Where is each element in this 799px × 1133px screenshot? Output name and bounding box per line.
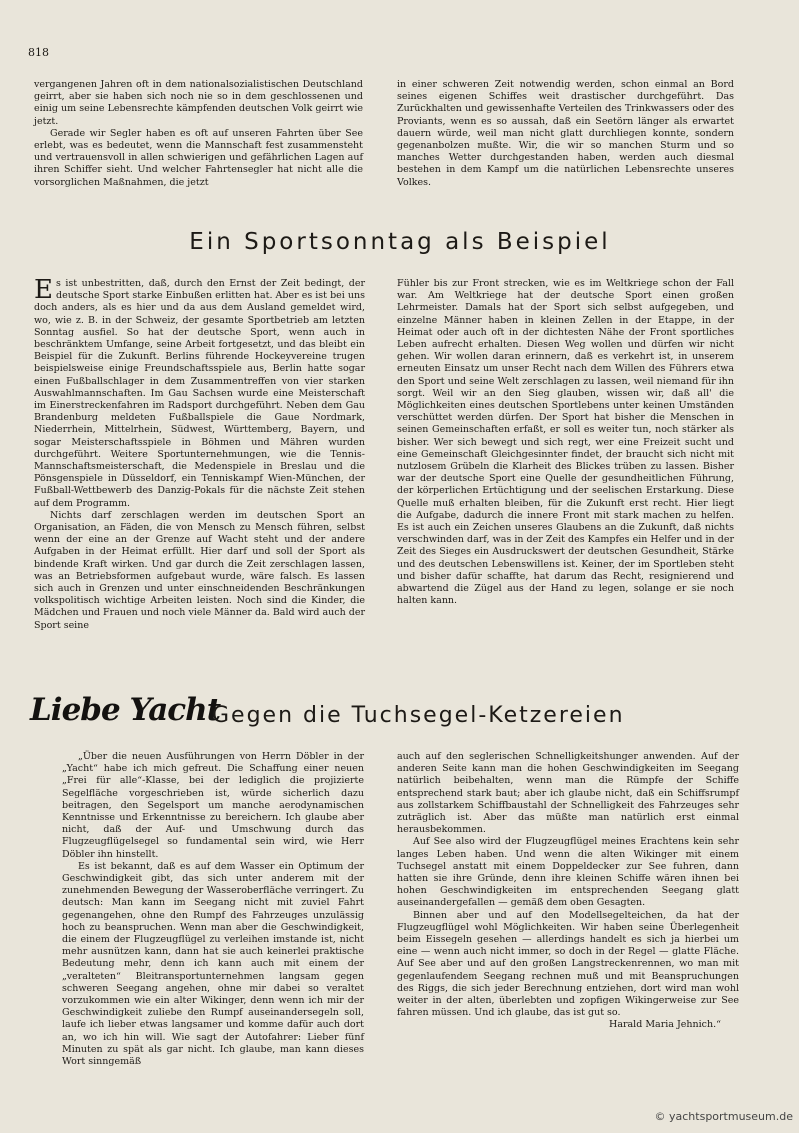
paragraph: Es ist bekannt, daß es auf dem Wasser ein Optimum der Geschwindigkeit gibt, das sich unter anderem mit der zunehmenden Bewegung der Wasseroberfläche verringert. Zu deutsch: Man kann im Seegang nicht mit zuviel Fahrt gegenangehen, ohne den Rumpf des Fahrzeuges unzulässig hoch zu beanspruchen. Wenn man aber die Geschwindigkeit, die einem der Flugzeugflügel zu verleihen imstande ist, nicht mehr ausnützen kann, dann hat sie auch keinerlei praktische Bedeutung mehr, denn ich kann auch mit einem der „veralteten“ Bleitransportunternehmen langsam gegen schweren Seegang angehen, ohne mir dabei so veraltet vorzukommen wie ein alter Wikinger, denn wenn ich mir der Geschwindigkeit zuliebe den Rumpf auseinandersegeln soll, laufe ich lieber etwas langsamer und komme dafür auch dort an, wo ich hin will. Wie sagt der Autofahrer: Lieber fünf Minuten zu spät als gar nicht. Ich glaube, man kann dieses Wort sinngemäß bbox=[62, 860, 364, 1068]
paragraph: „Über die neuen Ausführungen von Herrn Döbler in der „Yacht“ habe ich mich gefreut. Die Schaffung einer neuen „Frei für alle“-Klasse, bei der lediglich die projizierte Segelfläche vorgeschrieben ist, würde sicherlich dazu beitragen, den Segelsport um manche aerodynamischen Kenntnisse und Erkenntnisse zu bereichern. Ich glaube aber nicht, daß der Auf- und Umschwung durch das Flugzeugflügelsegel so fundamental sein wird, wie Herr Döbler ihn hinstellt. bbox=[62, 751, 364, 860]
paragraph: vergangenen Jahren oft in dem nationalsozialistischen Deutschland geirrt, aber sie haben sich noch nie so in dem geschlossenen und einig um seine Lebensrechte kämpfenden deutschen Volk geirrt wie jetzt. bbox=[34, 79, 363, 127]
paragraph: Gerade wir Segler haben es oft auf unseren Fahrten über See erlebt, was es bedeutet, wenn die Mannschaft fest zusammensteht und vertrauensvoll in allen schwierigen und gefährlichen Lagen auf ihren Schiffer sieht. Und welcher Fahrtensegler hat nicht alle die vorsorglichen Maßnahmen, die jetzt bbox=[34, 127, 363, 188]
signature: Harald Maria Jehnich.“ bbox=[609, 1019, 721, 1031]
paragraph bbox=[34, 275, 365, 510]
liebe-yacht-rubric: Liebe Yacht bbox=[30, 692, 221, 728]
sport-left-column bbox=[34, 275, 365, 632]
paragraph: auch auf den seglerischen Schnelligkeitshunger anwenden. Auf der anderen Seite kann man die hohen Geschwindigkeiten im Seegang natürlich beibehalten, wenn man die Rümpfe der Schiffe entsprechend stark baut; aber ich glaube nicht, daß ein Schiffsrumpf aus zollstarkem Schiffbaustahl der Schnelligkeit des Fahrzeuges sehr zuträglich ist. Aber das müßte man natürlich erst einmal herausbekommen. bbox=[397, 751, 739, 836]
yacht-article-title: Gegen die Tuchsegel-Ketzereien bbox=[212, 703, 625, 728]
paragraph: in einer schweren Zeit notwendig werden, schon einmal an Bord seines eigenen Schiffes weit drastischer durchgeführt. Das Zurückhalten und gewissenhafte Verteilen des Trinkwassers oder des Proviants, wenn es so aussah, daß ein Seetörn länger als erwartet dauern würde, weil man nicht glatt durchliegen konnte, sondern gegenanbolzen mußte. Wir, die wir so manchen Sturm und so manches Wetter durchgestanden haben, werden auch diesmal bestehen in dem Kampf um die natürlichen Lebensrechte unseres Volkes. bbox=[397, 79, 734, 188]
intro-right-column bbox=[397, 79, 734, 189]
yacht-right-column bbox=[397, 751, 739, 1032]
yacht-left-column bbox=[62, 751, 364, 1068]
paragraph: Binnen aber und auf den Modellsegelteichen, da hat der Flugzeugflügel wohl Möglichkeiten. Wir haben seine Überlegenheit beim Eissegeln gesehen — allerdings handelt es sich ja hierbei um eine — wenn auch nicht immer, so doch in der Regel — glatte Fläche. Auf See aber und auf den großen Langstreckenrennen, wo man mit gegenlaufendem Seegang rechnen muß und mit Beanspruchungen des Riggs, die sich jeder Berechnung entziehen, dort wird man wohl weiter in der alten, überlebten und zopfigen Wikingerweise zur See fahren müssen. Und ich glaube, das ist gut so. bbox=[397, 909, 739, 1019]
paragraph: Nichts darf zerschlagen werden im deutschen Sport an Organisation, an Fäden, die von Mensch zu Mensch führen, selbst wenn der eine an der Grenze auf Wacht steht und der andere Aufgaben in der Heimat erfüllt. Hier darf und soll der Sport als bindende Kraft wirken. Und gar durch die Zeit zerschlagen lassen, was an Betriebsformen aufgebaut wurde, wäre falsch. Es lassen sich auch in Grenzen und unter einschneidenden Beschränkungen volkspolitisch wichtige Arbeiten leisten. Noch sind die Kinder, die Mädchen und Frauen und noch viele Männer da. Bald wird auch der Sport seine bbox=[34, 509, 365, 631]
sport-article-title: Ein Sportsonntag als Beispiel bbox=[189, 229, 611, 255]
paragraph: Auf See also wird der Flugzeugflügel meines Erachtens kein sehr langes Leben haben. Und wenn die alten Wikinger mit einem Tuchsegel anstatt mit einem Doppeldecker zur See fuhren, dann hatten sie ihre Gründe, denn ihre kleinen Schiffe wären ihnen bei hohen Geschwindigkeiten im entsprechenden Seegang glatt auseinandergefallen — gemäß dem oben Gesagten. bbox=[397, 836, 739, 909]
paragraph-text: s ist unbestritten, daß, durch den Ernst der Zeit bedingt, der deutsche Sport starke Einbußen erlitten hat. Aber es ist bei uns doch anders, als es hier und da aus dem Ausland gemeldet wird, wo, wie z. B. in der Schweiz, der gesamte Sportbetrieb am letzten Sonntag ausfiel. So hat der deutsche Sport, wenn auch in beschränktem Umfange, seine Arbeit fortgesetzt, und das bleibt ein Beispiel für die Zukunft. Berlins führende Hockeyvereine trugen beispielsweise einige Freundschaftsspiele aus, Berlin hatte sogar einen Fußballschlager in dem Zusammentreffen von vier starken Auswahlmannschaften. Im Gau Sachsen wurde eine Meisterschaft im Einerstreckenfahren im Radsport durchgeführt. Neben dem Gau Brandenburg meldeten Fußballspiele die Gaue Nordmark, Niederrhein, Mittelrhein, Südwest, Württemberg, Bayern, und sogar Meisterschaftsspiele in Böhmen und Mähren wurden durchgeführt. Weitere Sportunternehmungen, wie die Tennis-Mannschaftsmeisterschaft, die Medenspiele in Breslau und die Pönsgenspiele in Düsseldorf, ein Tenniskampf Wien-München, der Fußball-Wettbewerb des Danzig-Pokals für die nächste Zeit stehen auf dem Programm. bbox=[34, 278, 365, 509]
intro-left-column bbox=[34, 79, 363, 189]
sport-right-column bbox=[397, 278, 734, 607]
paragraph: Fühler bis zur Front strecken, wie es im Weltkriege schon der Fall war. Am Weltkriege hat der deutsche Sport einen großen Lehrmeister. Damals hat der Sport sich selbst aufgegeben, und einzelne Männer haben in kleinen Zellen in der Etappe, in der Heimat oder auch oft in der dichtesten Nähe der Front sportliches Leben aufrecht erhalten. Diesen Weg wollen und dürfen wir nicht gehen. Wir wollen daran erinnern, daß es verkehrt ist, in unserem erneuten Einsatz um unser Recht nach dem Willen des Führers etwa den Sport und seine Welt zerschlagen zu lassen, weil niemand für ihn sorgt. Weil wir an den Sieg glauben, wissen wir, daß all' die Möglichkeiten eines deutschen Sportlebens unter keinen Umständen verschüttet werden dürfen. Der Sport hat bisher die Menschen in seinen Gemeinschaften erfaßt, er soll es weiter tun, noch stärker als bisher. Wer sich bewegt und sich regt, wer eine Freizeit sucht und eine Gemeinschaft Gleichgesinnter findet, der braucht sich nicht mit nutzlosem Grübeln die Klarheit des Blickes trüben zu lassen. Bisher war der deutsche Sport eine Quelle der gesundheitlichen Führung, der körperlichen Ertüchtigung und der seelischen Erstarkung. Diese Quelle muß erhalten bleiben, für die Zukunft erst recht. Hier liegt die Aufgabe, dadurch die innere Front mit stark machen zu helfen. Es ist auch ein Zeichen unseres Glaubens an die Zukunft, daß nichts verschwinden darf, was in der Zeit des Kampfes ein Helfer und in der Zeit des Sieges ein Ausdruckswert der deutschen Gesundheit, Stärke und des deutschen Lebenswillens ist. Keiner, der im Sportleben steht und bisher dafür schaffte, hat darum das Recht, resignierend und abwartend die Zügel aus der Hand zu legen, solange er sie noch halten kann. bbox=[397, 278, 734, 607]
page-number: 818 bbox=[28, 46, 49, 59]
watermark: © yachtsportmuseum.de bbox=[654, 1110, 793, 1123]
drop-cap: E bbox=[34, 275, 53, 305]
